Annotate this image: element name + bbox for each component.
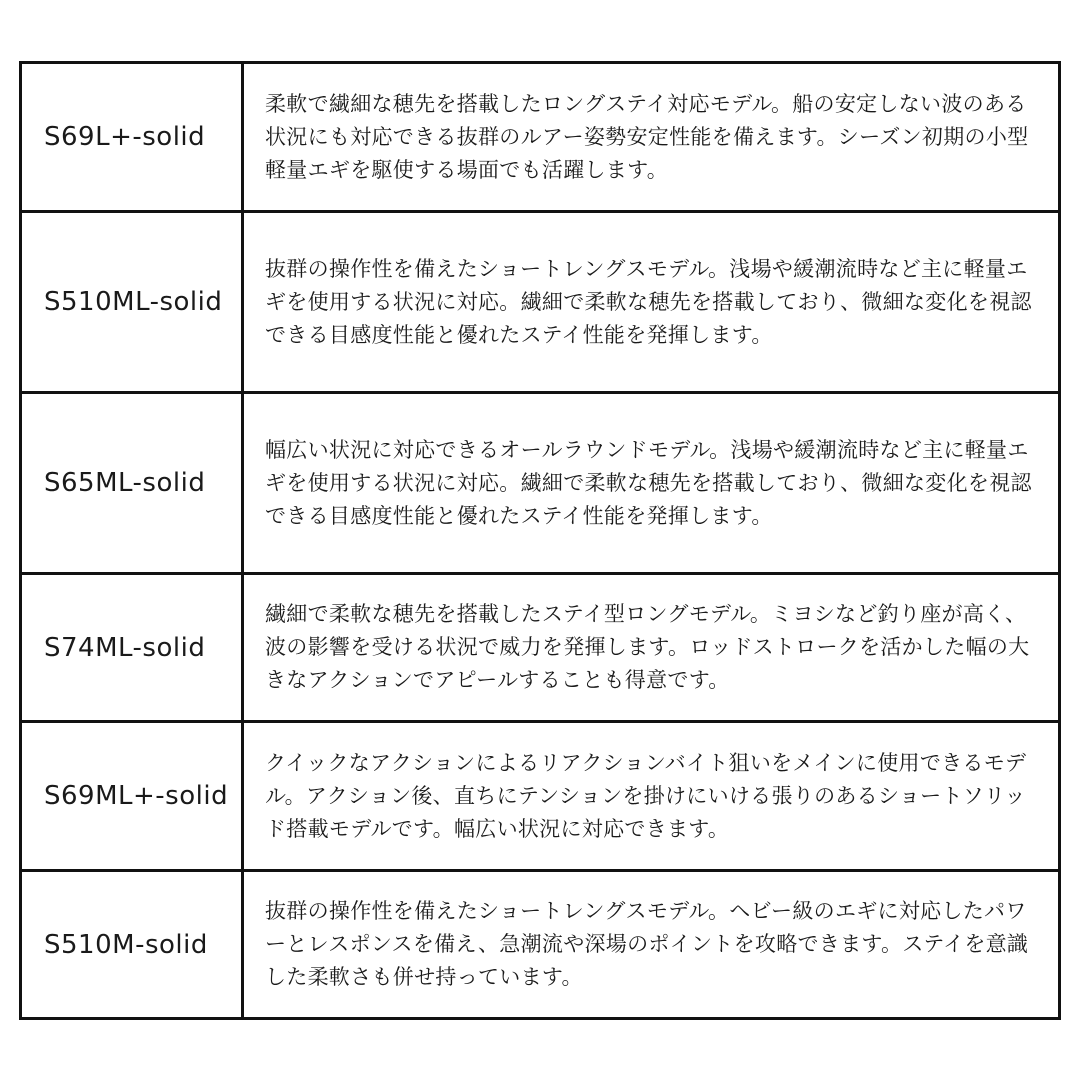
model-description-cell: 幅広い状況に対応できるオールラウンドモデル。浅場や緩潮流時など主に軽量エギを使用する状況に対応。繊細で柔軟な穂先を搭載しており、微細な変化を視認できる目感度性能と優れたステイ性能を発揮します。 [243,393,1060,574]
table-row [21,212,1060,393]
model-name-cell: S65ML-solid [21,393,243,574]
model-name-cell: S510M-solid [21,871,243,1019]
table-row [21,574,1060,722]
model-description-cell: 繊細で柔軟な穂先を搭載したステイ型ロングモデル。ミヨシなど釣り座が高く、波の影響を受ける状況で威力を発揮します。ロッドストロークを活かした幅の大きなアクションでアピールすることも得意です。 [243,574,1060,722]
model-description-cell: 抜群の操作性を備えたショートレングスモデル。ヘビー級のエギに対応したパワーとレスポンスを備え、急潮流や深場のポイントを攻略できます。ステイを意識した柔軟さも併せ持っています。 [243,871,1060,1019]
table-row [21,871,1060,1019]
table-row [21,393,1060,574]
rod-spec-table [19,61,1061,1020]
model-description-cell: クイックなアクションによるリアクションバイト狙いをメインに使用できるモデル。アクション後、直ちにテンションを掛けにいける張りのあるショートソリッド搭載モデルです。幅広い状況に対応できます。 [243,722,1060,871]
model-name-cell: S74ML-solid [21,574,243,722]
table-row [21,63,1060,212]
model-description-cell: 抜群の操作性を備えたショートレングスモデル。浅場や緩潮流時など主に軽量エギを使用する状況に対応。繊細で柔軟な穂先を搭載しており、微細な変化を視認できる目感度性能と優れたステイ性能を発揮します。 [243,212,1060,393]
model-name-cell: S69ML+-solid [21,722,243,871]
model-name-cell: S510ML-solid [21,212,243,393]
table-row [21,722,1060,871]
model-name-cell: S69L+-solid [21,63,243,212]
model-description-cell: 柔軟で繊細な穂先を搭載したロングステイ対応モデル。船の安定しない波のある状況にも対応できる抜群のルアー姿勢安定性能を備えます。シーズン初期の小型軽量エギを駆使する場面でも活躍します。 [243,63,1060,212]
